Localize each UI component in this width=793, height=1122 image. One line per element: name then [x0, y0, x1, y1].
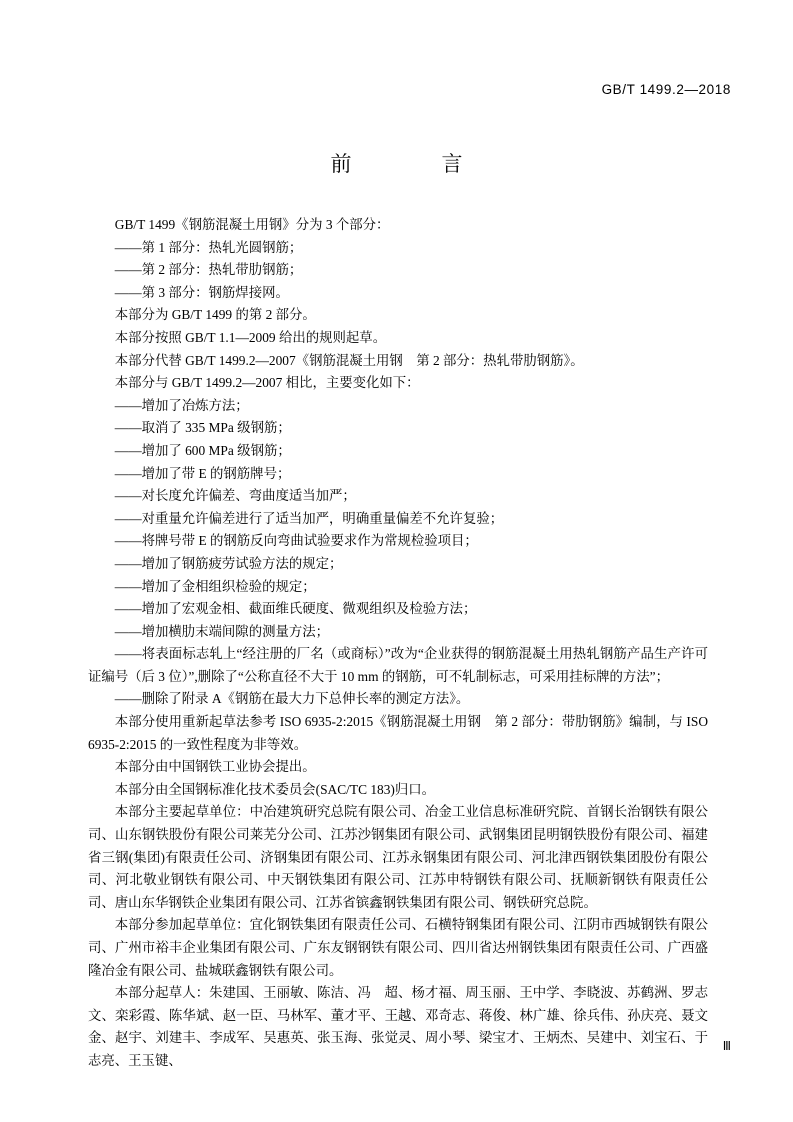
paragraph: 本部分为 GB/T 1499 的第 2 部分。 — [114, 307, 316, 323]
paragraph: 本部分与 GB/T 1499.2—2007 相比，主要变化如下： — [114, 375, 420, 391]
paragraph: 本部分按照 GB/T 1.1—2009 给出的规则起草。 — [114, 329, 387, 345]
paragraph: ——增加了金相组织检验的规定； — [114, 578, 316, 594]
paragraph: ——将牌号带 E 的钢筋反向弯曲试验要求作为常规检验项目； — [114, 533, 478, 549]
paragraph: ——将表面标志轧上“经注册的厂名（或商标）”改为“企业获得的钢筋混凝土用热轧钢筋产品生产许可证编号（后 3 位）”,删除了“公称直径不大于 10 mm 的钢筋，可不轧制标志，可采用挂标牌的方法”； — [88, 646, 708, 684]
paragraph: ——增加了冶炼方法； — [114, 397, 249, 413]
paragraph: ——增加了 600 MPa 级钢筋； — [114, 442, 291, 458]
paragraph: ——取消了 335 MPa 级钢筋； — [114, 420, 291, 436]
paragraph: ——对重量允许偏差进行了适当加严，明确重量偏差不允许复验； — [114, 510, 504, 526]
paragraph: GB/T 1499《钢筋混凝土用钢》分为 3 个部分： — [114, 217, 390, 232]
paragraph: ——增加了钢筋疲劳试验方法的规定； — [114, 555, 343, 571]
paragraph: ——第 1 部分：热轧光圆钢筋； — [114, 239, 303, 255]
page-header-standard-code: GB/T 1499.2—2018 — [601, 82, 731, 97]
foreword-body — [88, 214, 708, 1073]
paragraph: ——增加横肋末端间隙的测量方法； — [114, 623, 330, 639]
paragraph: ——第 3 部分：钢筋焊接网。 — [114, 284, 289, 300]
paragraph: 本部分参加起草单位：宜化钢铁集团有限责任公司、石横特钢集团有限公司、江阴市西城钢铁有限公司、广州市裕丰企业集团有限公司、广东友钢钢铁有限公司、四川省达州钢铁集团有限责任公司、广西盛隆冶金有限公司、盐城联鑫钢铁有限公司。 — [88, 917, 708, 978]
paragraph: ——增加了带 E 的钢筋牌号； — [114, 465, 291, 481]
paragraph: 本部分起草人：朱建国、王丽敏、陈洁、冯 超、杨才福、周玉丽、王中学、李晓波、苏鹤洲、罗志文、栾彩霞、陈华斌、赵一臣、马林军、董才平、王越、邓奇志、蒋俊、林广雄、徐兵伟、孙庆亮、聂文金、赵宇、刘建丰、李成军、吴惠英、张玉海、张觉灵、周小琴、梁宝才、王炳杰、吴建中、刘宝石、于志亮、王玉键、 — [88, 985, 708, 1068]
paragraph: 本部分代替 GB/T 1499.2—2007《钢筋混凝土用钢 第 2 部分：热轧带肋钢筋》。 — [114, 352, 584, 368]
paragraph: 本部分由中国钢铁工业协会提出。 — [114, 759, 316, 775]
paragraph: 本部分使用重新起草法参考 ISO 6935-2:2015《钢筋混凝土用钢 第 2 部分：带肋钢筋》编制，与 ISO 6935-2:2015 的一致性程度为非等效。 — [88, 714, 708, 752]
paragraph: ——对长度允许偏差、弯曲度适当加严； — [114, 488, 356, 504]
page-number: Ⅲ — [722, 1039, 731, 1053]
paragraph: ——删除了附录 A《钢筋在最大力下总伸长率的测定方法》。 — [114, 691, 470, 707]
paragraph: ——增加了宏观金相、截面维氏硬度、微观组织及检验方法； — [114, 601, 477, 617]
paragraph: 本部分主要起草单位：中冶建筑研究总院有限公司、冶金工业信息标准研究院、首钢长治钢铁有限公司、山东钢铁股份有限公司莱芜分公司、江苏沙钢集团有限公司、武钢集团昆明钢铁股份有限公司、福建省三钢(集团)有限责任公司、济钢集团有限公司、江苏永钢集团有限公司、河北津西钢铁集团股份有限公司、河北敬业钢铁有限公司、中天钢铁集团有限公司、江苏申特钢铁有限公司、抚顺新钢铁有限责任公司、唐山东华钢铁企业集团有限公司、江苏省镔鑫钢铁集团有限公司、钢铁研究总院。 — [88, 804, 708, 910]
page-title: 前 言 — [330, 152, 479, 176]
paragraph: ——第 2 部分：热轧带肋钢筋； — [114, 262, 303, 278]
paragraph: 本部分由全国钢标准化技术委员会(SAC/TC 183)归口。 — [114, 781, 436, 797]
